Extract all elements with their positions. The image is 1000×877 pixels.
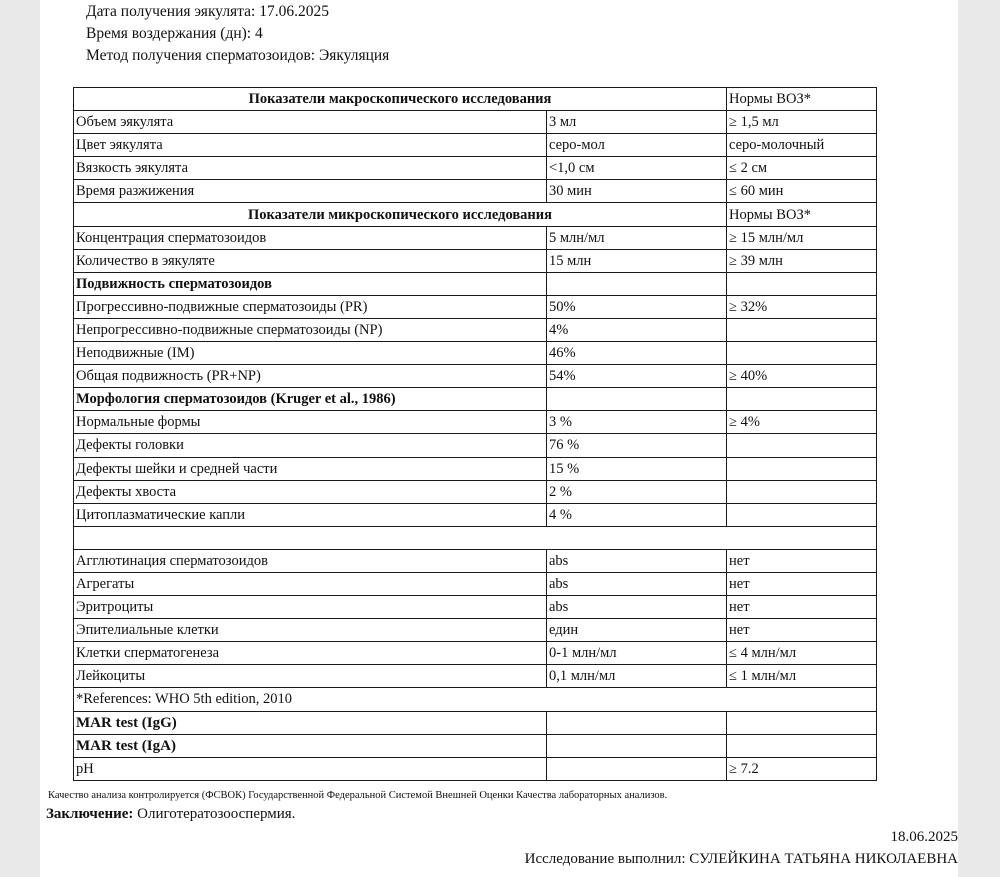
table-row [74, 503, 877, 526]
table-row [74, 157, 877, 180]
row-norm [727, 434, 877, 457]
empty-cell [74, 526, 877, 549]
empty-cell [547, 711, 727, 734]
row-label: Нормальные формы [74, 411, 547, 434]
row-value: 15 млн [547, 249, 727, 272]
row-norm: ≥ 40% [727, 365, 877, 388]
report-date: 18.06.2025 [890, 829, 958, 845]
row-label: Клетки сперматогенеза [74, 642, 547, 665]
collection-date: Дата получения эякулята: 17.06.2025 [86, 3, 329, 20]
table-row [74, 480, 877, 503]
row-label: Эпителиальные клетки [74, 619, 547, 642]
table-row [74, 295, 877, 318]
empty-cell [547, 757, 727, 780]
mar-iga-label: MAR test (IgA) [74, 734, 547, 757]
table-row [74, 457, 877, 480]
row-norm: ≥ 1,5 мл [727, 111, 877, 134]
morphology-section [74, 388, 877, 411]
row-norm [727, 503, 877, 526]
row-label: Эритроциты [74, 596, 547, 619]
ph-norm: ≥ 7.2 [727, 757, 877, 780]
row-value: 50% [547, 295, 727, 318]
ph-label: pH [74, 757, 547, 780]
table-row [74, 596, 877, 619]
table-row [74, 365, 877, 388]
mar-igg-row [74, 711, 877, 734]
row-norm: ≥ 39 млн [727, 249, 877, 272]
table-row [74, 134, 877, 157]
mar-iga-row [74, 734, 877, 757]
row-value: серо-мол [547, 134, 727, 157]
row-norm [727, 480, 877, 503]
table-row [74, 411, 877, 434]
abstinence-time: Время воздержания (дн): 4 [86, 25, 263, 42]
table-row [74, 434, 877, 457]
table-row [74, 180, 877, 203]
row-norm: нет [727, 619, 877, 642]
quality-note: Качество анализа контролируется (ФСВОК) Государственной Федеральной Системой Внешней Оценки Качества лабораторных анализов. [48, 790, 668, 801]
conclusion [46, 806, 295, 823]
row-norm [727, 457, 877, 480]
row-label: Время разжижения [74, 180, 547, 203]
row-label: Цитоплазматические капли [74, 503, 547, 526]
row-value: abs [547, 596, 727, 619]
references-row [74, 688, 877, 711]
ph-row [74, 757, 877, 780]
row-value: 15 % [547, 457, 727, 480]
row-label: Дефекты головки [74, 434, 547, 457]
motility-section [74, 272, 877, 295]
row-label: Концентрация сперматозоидов [74, 226, 547, 249]
table-row [74, 549, 877, 572]
row-value: 0-1 млн/мл [547, 642, 727, 665]
who-norms-label: Нормы ВОЗ* [727, 203, 877, 226]
row-value: един [547, 619, 727, 642]
empty-cell [547, 734, 727, 757]
row-label: Дефекты хвоста [74, 480, 547, 503]
table-row [74, 642, 877, 665]
macro-section-title: Показатели макроскопического исследования [74, 88, 727, 111]
row-value: 5 млн/мл [547, 226, 727, 249]
empty-cell [727, 272, 877, 295]
table-row [74, 572, 877, 595]
micro-section [74, 203, 877, 226]
row-value: abs [547, 572, 727, 595]
empty-cell [547, 272, 727, 295]
row-value: abs [547, 549, 727, 572]
row-norm: ≤ 2 см [727, 157, 877, 180]
row-value: <1,0 см [547, 157, 727, 180]
mar-igg-label: MAR test (IgG) [74, 711, 547, 734]
table-row [74, 226, 877, 249]
row-label: Агглютинация сперматозоидов [74, 549, 547, 572]
row-value: 4% [547, 318, 727, 341]
morphology-section-title: Морфология сперматозоидов (Kruger et al., 1986) [74, 388, 547, 411]
performed-by: Исследование выполнил: СУЛЕЙКИНА ТАТЬЯНА НИКОЛАЕВНА [524, 851, 958, 867]
references-text: *References: WHO 5th edition, 2010 [74, 688, 877, 711]
row-norm: ≤ 60 мин [727, 180, 877, 203]
table-row [74, 665, 877, 688]
row-value: 2 % [547, 480, 727, 503]
conclusion-value: Олиготератозооспермия. [137, 806, 296, 822]
row-label: Агрегаты [74, 572, 547, 595]
row-label: Цвет эякулята [74, 134, 547, 157]
micro-section-title: Показатели микроскопического исследования [74, 203, 727, 226]
row-value: 4 % [547, 503, 727, 526]
row-label: Прогрессивно-подвижные сперматозоиды (PR) [74, 295, 547, 318]
row-value: 76 % [547, 434, 727, 457]
table-row [74, 318, 877, 341]
table-row [74, 111, 877, 134]
spacer-row [74, 526, 877, 549]
row-norm: ≥ 4% [727, 411, 877, 434]
macro-section [74, 88, 877, 111]
row-value: 3 мл [547, 111, 727, 134]
row-label: Непрогрессивно-подвижные сперматозоиды (NP) [74, 318, 547, 341]
row-value: 0,1 млн/мл [547, 665, 727, 688]
row-norm [727, 342, 877, 365]
row-value: 46% [547, 342, 727, 365]
row-norm: ≤ 1 млн/мл [727, 665, 877, 688]
row-label: Лейкоциты [74, 665, 547, 688]
row-label: Неподвижные (IM) [74, 342, 547, 365]
row-label: Дефекты шейки и средней части [74, 457, 547, 480]
table-row [74, 342, 877, 365]
motility-section-title: Подвижность сперматозоидов [74, 272, 547, 295]
row-norm: ≤ 4 млн/мл [727, 642, 877, 665]
row-norm: ≥ 32% [727, 295, 877, 318]
row-norm: ≥ 15 млн/мл [727, 226, 877, 249]
empty-cell [727, 388, 877, 411]
table-row [74, 249, 877, 272]
who-norms-label: Нормы ВОЗ* [727, 88, 877, 111]
row-norm: нет [727, 596, 877, 619]
table-row [74, 619, 877, 642]
row-value: 3 % [547, 411, 727, 434]
conclusion-label: Заключение: [46, 806, 134, 822]
row-norm: серо-молочный [727, 134, 877, 157]
row-value: 54% [547, 365, 727, 388]
empty-cell [727, 734, 877, 757]
row-label: Объем эякулята [74, 111, 547, 134]
row-norm [727, 318, 877, 341]
empty-cell [547, 388, 727, 411]
row-norm: нет [727, 549, 877, 572]
row-label: Вязкость эякулята [74, 157, 547, 180]
empty-cell [727, 711, 877, 734]
row-norm: нет [727, 572, 877, 595]
row-label: Общая подвижность (PR+NP) [74, 365, 547, 388]
results-table [73, 87, 877, 781]
row-value: 30 мин [547, 180, 727, 203]
collection-method: Метод получения сперматозоидов: Эякуляция [86, 47, 390, 64]
row-label: Количество в эякуляте [74, 249, 547, 272]
